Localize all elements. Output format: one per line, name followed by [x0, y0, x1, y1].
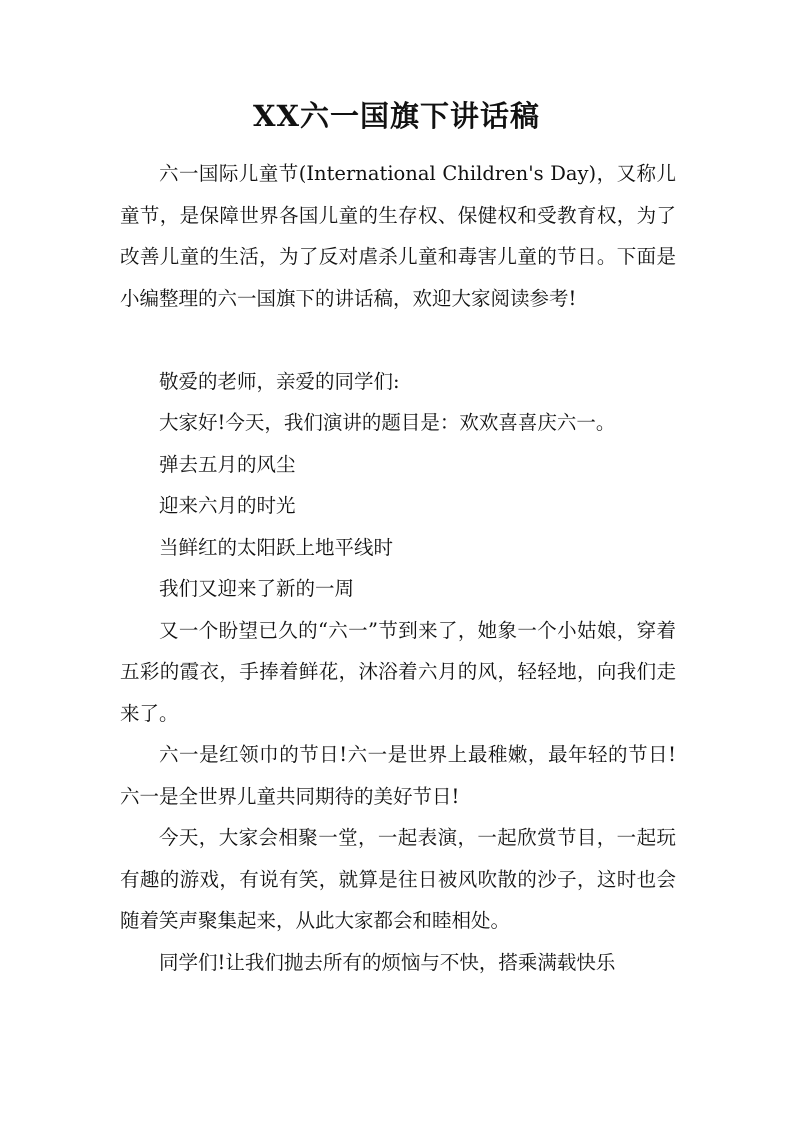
paragraph-salutation: 敬爱的老师，亲爱的同学们: — [159, 369, 400, 393]
paragraph-closing: 同学们!让我们抛去所有的烦恼与不快，搭乘满载快乐 — [159, 950, 616, 974]
paragraph-greeting: 大家好!今天，我们演讲的题目是：欢欢喜喜庆六一。 — [159, 411, 616, 434]
document-body — [120, 153, 676, 983]
blank-line — [120, 319, 676, 361]
poem-line-1: 弹去五月的风尘 — [159, 452, 296, 476]
paragraph-gathering: 今天，大家会相聚一堂，一起表演，一起欣赏节目，一起玩有趣的游戏，有说有笑，就算是往日被风吹散的沙子，这时也会随着笑声聚集起来，从此大家都会和睦相处。 — [120, 826, 676, 932]
paragraph-intro: 六一国际儿童节(International Children's Day)，又称儿童节，是保障世界各国儿童的生存权、保健权和受教育权，为了改善儿童的生活，为了反对虐杀儿童和毒害儿童的节日。下面是小编整理的六一国旗下的讲话稿，欢迎大家阅读参考! — [120, 162, 676, 310]
paragraph-arrival: 又一个盼望已久的“六一”节到来了，她象一个小姑娘，穿着五彩的霞衣，手捧着鲜花，沐浴着六月的风，轻轻地，向我们走来了。 — [120, 618, 676, 725]
document-title: XX六一国旗下讲话稿 — [252, 99, 540, 133]
paragraph-festival: 六一是红领巾的节日!六一是世界上最稚嫩，最年轻的节日!六一是全世界儿童共同期待的美好节日! — [120, 743, 676, 808]
poem-line-3: 当鲜红的太阳跃上地平线时 — [159, 535, 394, 559]
poem-line-4: 我们又迎来了新的一周 — [159, 577, 355, 600]
poem-line-2: 迎来六月的时光 — [159, 494, 296, 517]
